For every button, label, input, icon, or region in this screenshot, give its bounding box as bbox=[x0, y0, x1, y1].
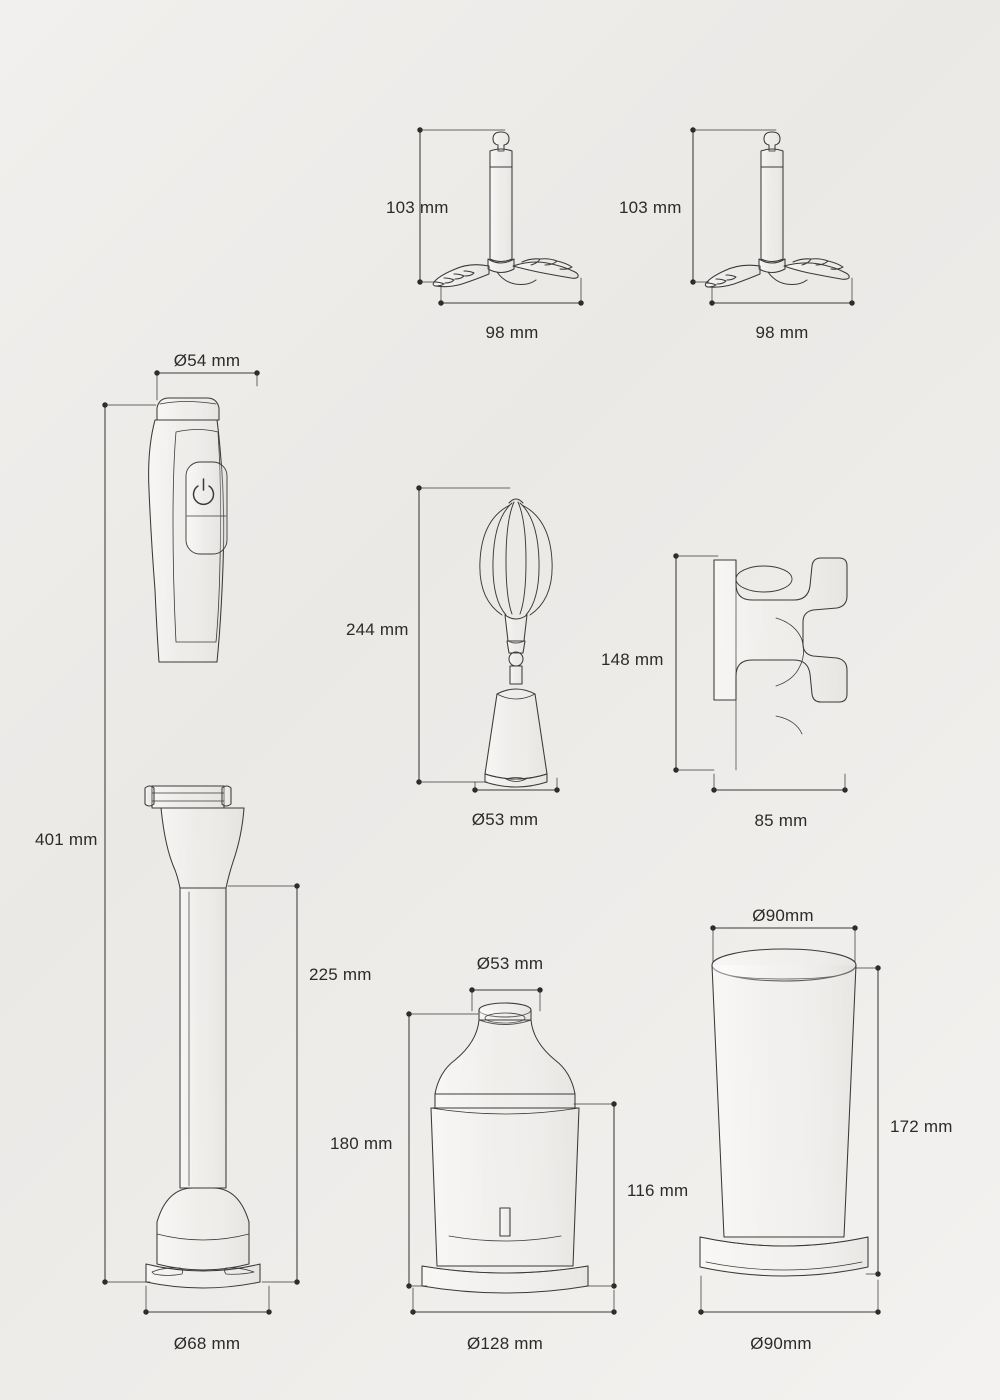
dim-label-bracket-width: 85 mm bbox=[754, 811, 808, 830]
dim-label-bracket-height: 148 mm bbox=[601, 650, 664, 669]
dim-label-bowl-base-diameter: Ø128 mm bbox=[466, 1334, 544, 1353]
dim-body-top-diameter bbox=[157, 373, 257, 400]
chopper-bowl-drawing bbox=[422, 1003, 588, 1293]
blender-body-drawing bbox=[145, 398, 260, 1288]
dim-label-beaker-base-diameter: Ø90mm bbox=[750, 1334, 812, 1353]
dim-label-bowl-total-height: 180 mm bbox=[330, 1134, 393, 1153]
dim-label-whisk-coupler-diameter: Ø53 mm bbox=[471, 810, 539, 829]
beaker-drawing bbox=[700, 949, 868, 1276]
dim-label-whisk-height: 244 mm bbox=[346, 620, 409, 639]
dim-label-bowl-lid-diameter: Ø53 mm bbox=[476, 954, 544, 973]
dim-label-chopper-right-height: 103 mm bbox=[619, 198, 682, 217]
dim-label-chopper-left-height: 103 mm bbox=[386, 198, 449, 217]
dim-beaker-height bbox=[856, 968, 878, 1274]
chopper-blade-right-drawing bbox=[705, 132, 849, 287]
dim-label-beaker-top-diameter: Ø90mm bbox=[752, 906, 814, 925]
dim-label-chopper-right-width: 98 mm bbox=[755, 323, 809, 342]
dim-label-chopper-left-width: 98 mm bbox=[485, 323, 539, 342]
wall-bracket-drawing bbox=[713, 556, 847, 772]
dim-body-total-height bbox=[105, 405, 156, 1282]
dim-label-body-top-diameter: Ø54 mm bbox=[173, 351, 241, 370]
dim-bracket-height bbox=[676, 556, 718, 770]
dim-label-bowl-height: 116 mm bbox=[627, 1181, 689, 1200]
dim-label-body-blade-diameter: Ø68 mm bbox=[173, 1334, 241, 1353]
dim-bowl-height bbox=[574, 1104, 614, 1286]
dim-label-body-shaft-height: 225 mm bbox=[309, 965, 372, 984]
dim-bracket-width bbox=[714, 774, 845, 790]
chopper-blade-left-drawing bbox=[433, 132, 578, 287]
dim-beaker-base-diameter bbox=[701, 1276, 878, 1312]
whisk-drawing bbox=[480, 499, 552, 787]
dim-label-body-total-height: 401 mm bbox=[35, 830, 98, 849]
dim-label-beaker-height: 172 mm bbox=[890, 1117, 953, 1136]
dim-body-blade-diameter bbox=[146, 1286, 269, 1312]
